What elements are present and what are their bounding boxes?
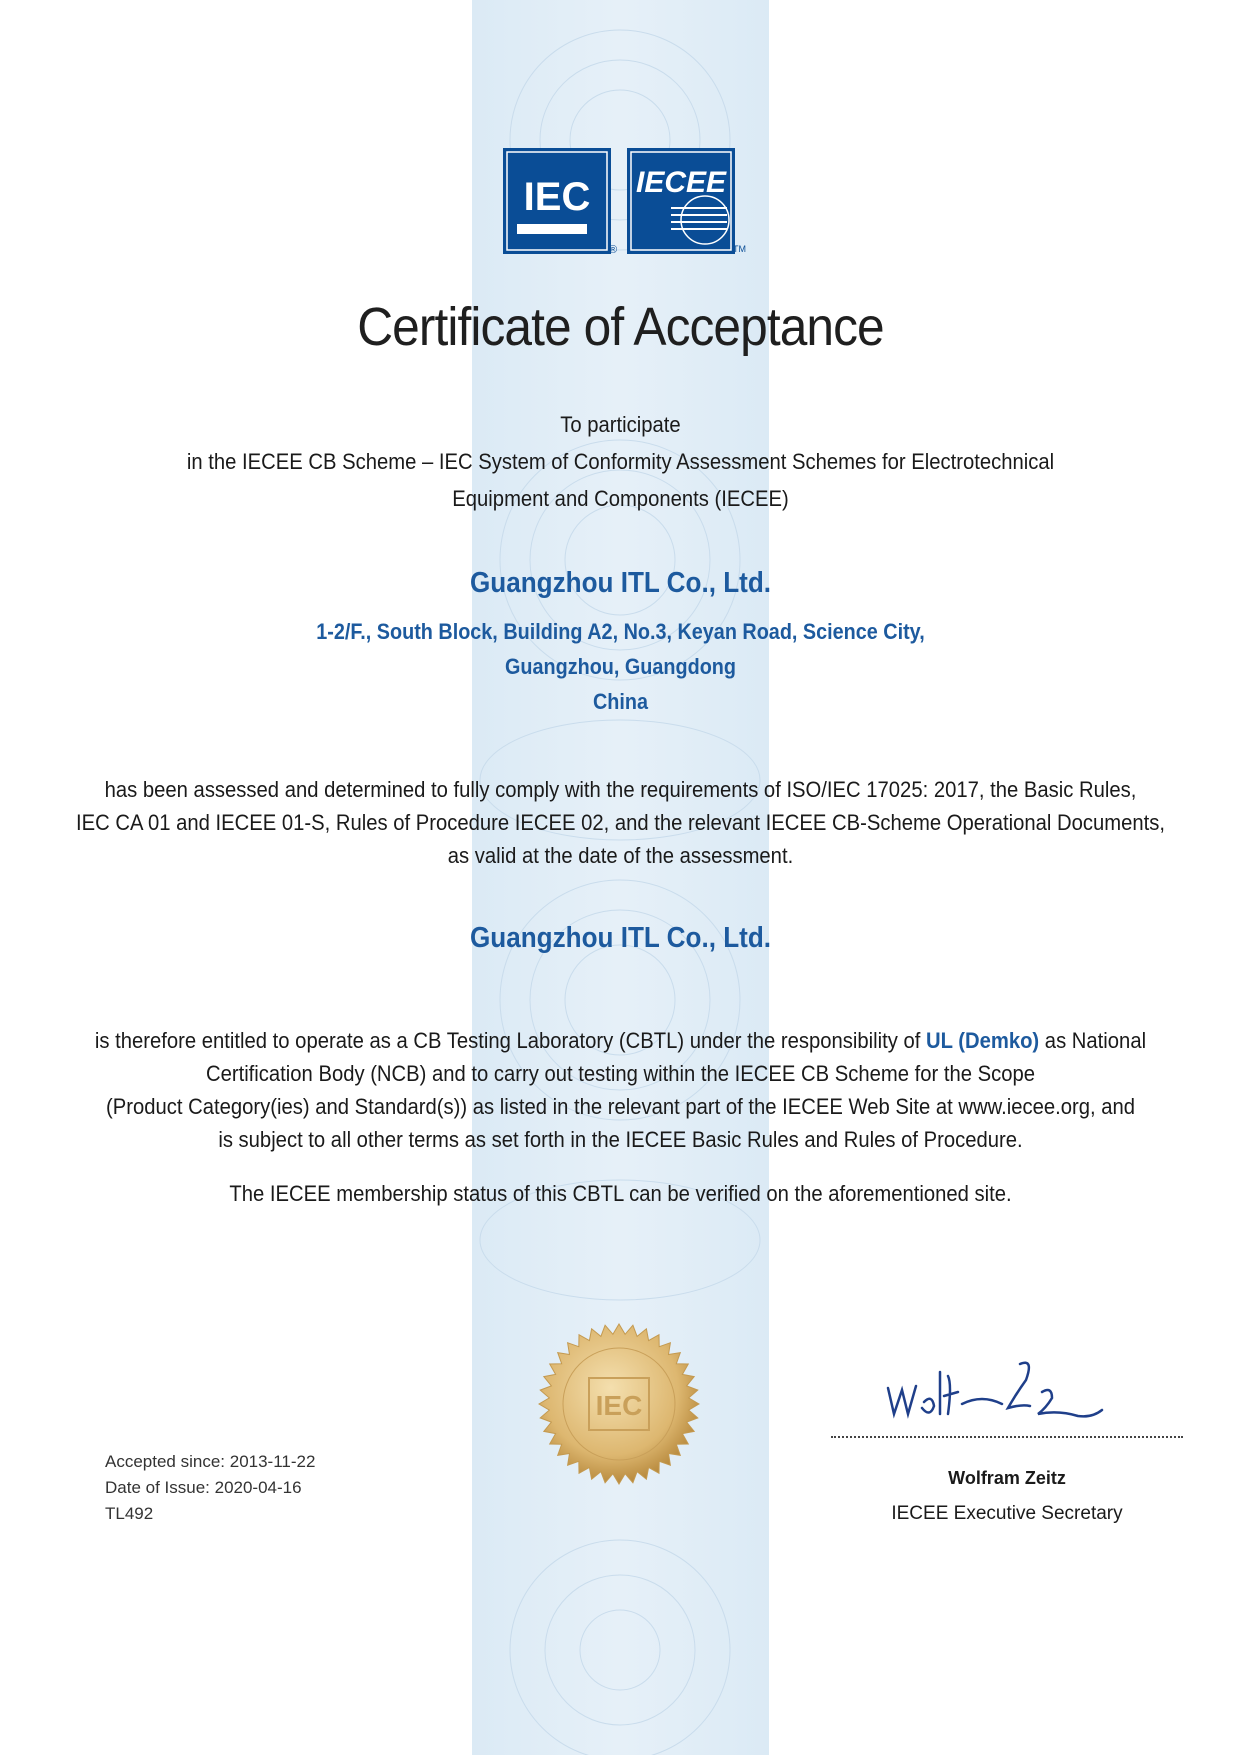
certificate-ref: TL492 (105, 1504, 154, 1523)
intro-line-1: To participate (560, 412, 681, 437)
iec-logo (503, 148, 611, 254)
signature-line (831, 1436, 1183, 1438)
entitlement-line-3: (Product Category(ies) and Standard(s)) as listed in the relevant part of the IECEE Web Site at www.iecee.org, and (105, 1094, 1135, 1119)
address-line-2: Guangzhou, Guangdong (505, 654, 736, 679)
entitlement-line-1-post: as National (1039, 1028, 1147, 1053)
signatory-role: IECEE Executive Secretary (891, 1503, 1123, 1524)
registered-mark: ® (609, 244, 618, 256)
membership-text: The IECEE membership status of this CBTL can be verified on the aforementioned site. (229, 1181, 1012, 1206)
entitlement-line-1 (50, 1024, 1192, 1057)
entitlement-line-1-pre: is therefore entitled to operate as a CB Testing Laboratory (CBTL) under the responsibility of (94, 1028, 926, 1053)
entitlement-line-4: is subject to all other terms as set forth in the IECEE Basic Rules and Rules of Procedure. (218, 1127, 1023, 1152)
address-country: China (592, 689, 649, 714)
company-name: Guangzhou ITL Co., Ltd. (469, 567, 772, 599)
intro-text (50, 406, 1192, 517)
iecee-logo (627, 148, 735, 254)
entitlement-line-2: Certification Body (NCB) and to carry out testing within the IECEE CB Scheme for the Scope (205, 1061, 1036, 1086)
svg-text:IEC: IEC (523, 175, 591, 219)
svg-text:IECEE: IECEE (635, 166, 727, 199)
certificate-meta (105, 1449, 315, 1527)
assessment-line-1: has been assessed and determined to fully comply with the requirements of ISO/IEC 17025: 2017, the Basic Rules, (104, 777, 1137, 802)
company-address (62, 614, 1179, 719)
signature-image (880, 1352, 1140, 1432)
guilloche-pattern (472, 0, 769, 1755)
accepted-since: Accepted since: 2013-11-22 (105, 1452, 316, 1471)
date-of-issue: Date of Issue: 2020-04-16 (105, 1478, 302, 1497)
gold-seal (537, 1322, 701, 1486)
assessment-line-3: as valid at the date of the assessment. (447, 843, 794, 868)
certificate-title: Certificate of Acceptance (357, 297, 884, 357)
intro-line-2: in the IECEE CB Scheme – IEC System of Conformity Assessment Schemes for Electrotechnical (186, 449, 1055, 474)
trademark-mark: TM (733, 244, 746, 254)
address-line-1: 1-2/F., South Block, Building A2, No.3, Keyan Road, Science City, (316, 619, 925, 644)
company-name-repeat: Guangzhou ITL Co., Ltd. (469, 922, 772, 954)
signatory-name: Wolfram Zeitz (948, 1468, 1066, 1488)
intro-line-3: Equipment and Components (IECEE) (452, 486, 789, 511)
svg-text:IEC: IEC (595, 1390, 643, 1421)
assessment-text (50, 773, 1192, 872)
ncb-name: UL (Demko) (925, 1028, 1040, 1053)
iec-iecee-logos (503, 148, 755, 260)
assessment-line-2: IEC CA 01 and IECEE 01-S, Rules of Procedure IECEE 02, and the relevant IECEE CB-Scheme Operational Documents, (75, 810, 1165, 835)
entitlement-text (50, 1024, 1192, 1156)
